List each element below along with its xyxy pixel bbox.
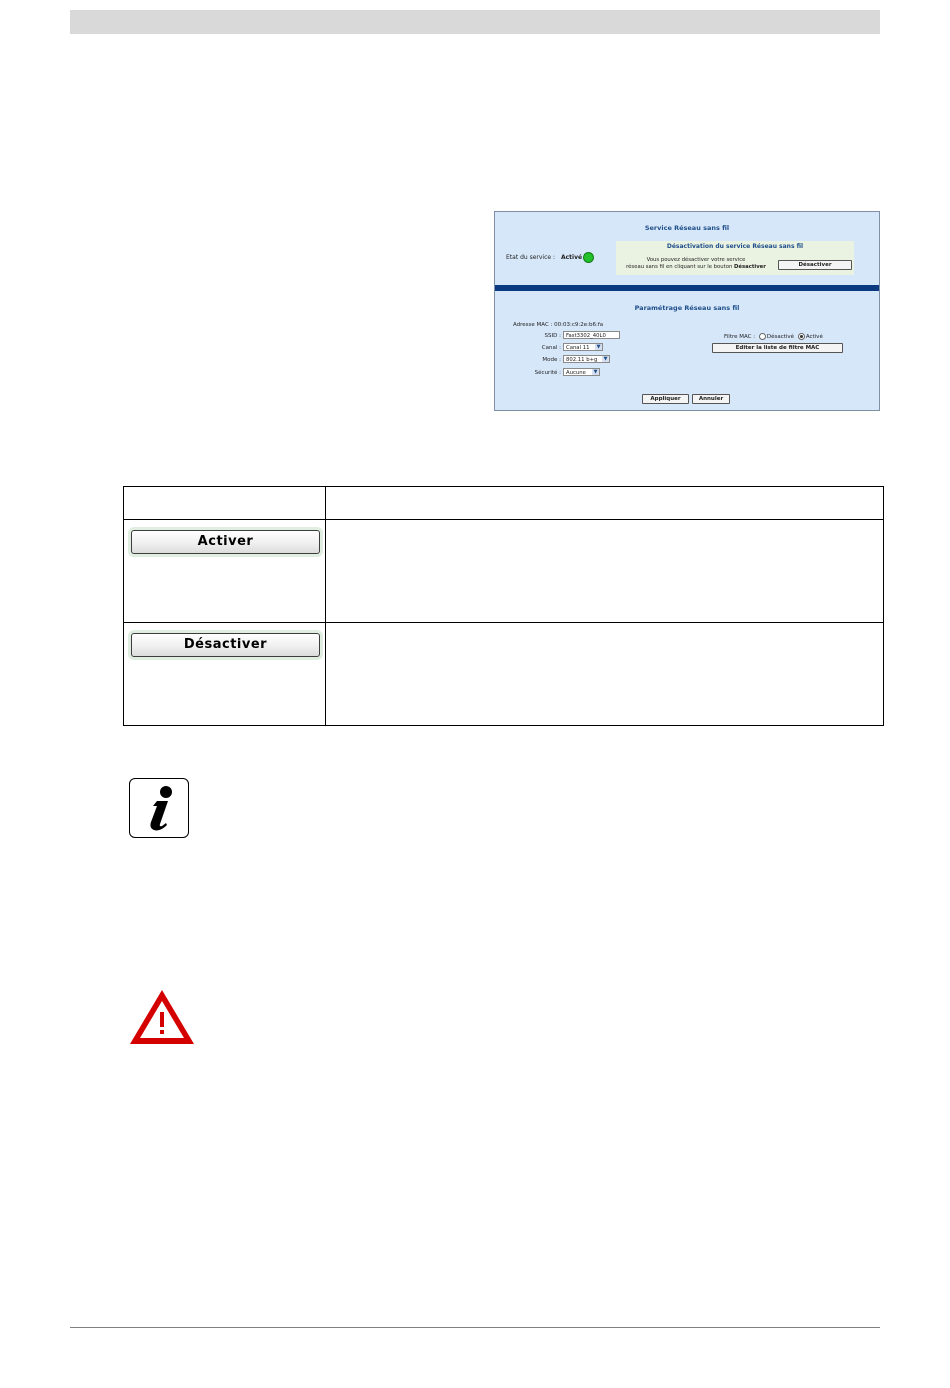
radio-desactive[interactable] [759, 333, 766, 340]
table-cell [325, 519, 884, 623]
table-row-desactiver [123, 622, 326, 726]
cancel-button[interactable]: Annuler [692, 394, 730, 404]
deactivation-title: Désactivation du service Réseau sans fil [666, 243, 804, 250]
canal-label: Canal : [541, 345, 561, 351]
deactivation-panel [616, 241, 854, 275]
deactivation-bold-word: Désactiver [734, 263, 766, 270]
page-header-bar [70, 10, 880, 34]
canal-select[interactable] [563, 343, 603, 351]
buttons-table [123, 486, 884, 726]
desactiver-button[interactable]: Désactiver [778, 260, 852, 270]
table-header-cell [325, 486, 884, 520]
mac-address-row [513, 322, 603, 328]
deactivation-text [618, 257, 774, 270]
mac-filter-row [724, 333, 823, 340]
mac-address-label: Adresse MAC : [513, 322, 553, 328]
securite-label: Sécurité : [534, 370, 561, 376]
warning-triangle-icon [128, 988, 196, 1046]
chevron-down-icon: ▼ [603, 356, 608, 362]
apply-button[interactable]: Appliquer [642, 394, 689, 404]
section-divider [495, 285, 879, 291]
mode-label: Mode : [542, 357, 561, 363]
service-title: Service Réseau sans fil [644, 224, 730, 232]
status-led-icon [583, 252, 594, 263]
mac-address-value: 00:03:c9:2e:b6:fa [554, 322, 604, 328]
table-row-activer [123, 519, 326, 623]
service-status [506, 254, 582, 261]
ssid-label: SSID : [544, 333, 561, 339]
securite-select[interactable] [563, 368, 600, 376]
deactivation-line-2: réseau sans fil en cliquant sur le bouton [626, 263, 733, 270]
table-header-cell [123, 486, 326, 520]
activer-button: Activer [131, 530, 320, 554]
chevron-down-icon: ▼ [596, 344, 601, 350]
mode-value: 802.11 b+g [566, 357, 598, 363]
parametrage-title: Paramétrage Réseau sans fil [634, 304, 740, 312]
mac-filter-label: Filtre MAC : [724, 334, 756, 340]
wireless-service-screenshot [494, 211, 880, 411]
radio-active[interactable] [798, 333, 805, 340]
deactivation-line-1: Vous pouvez désactiver votre service [646, 257, 746, 263]
table-cell [325, 622, 884, 726]
status-label: Etat du service : [506, 254, 556, 261]
desactiver-table-button: Désactiver [131, 633, 320, 657]
ssid-input[interactable]: Fast3302_40L0 [563, 331, 620, 339]
radio-active-label: Activé [805, 334, 823, 340]
mode-select[interactable] [563, 355, 610, 363]
securite-value: Aucune [566, 370, 586, 376]
radio-desactive-label: Désactivé [766, 334, 795, 340]
edit-mac-filter-button[interactable]: Editer la liste de filtre MAC [712, 343, 843, 353]
info-icon [129, 778, 189, 838]
status-value: Activé [560, 254, 583, 261]
page-footer-line [70, 1327, 880, 1328]
canal-value: Canal 11 [566, 345, 590, 351]
chevron-down-icon: ▼ [593, 369, 598, 375]
